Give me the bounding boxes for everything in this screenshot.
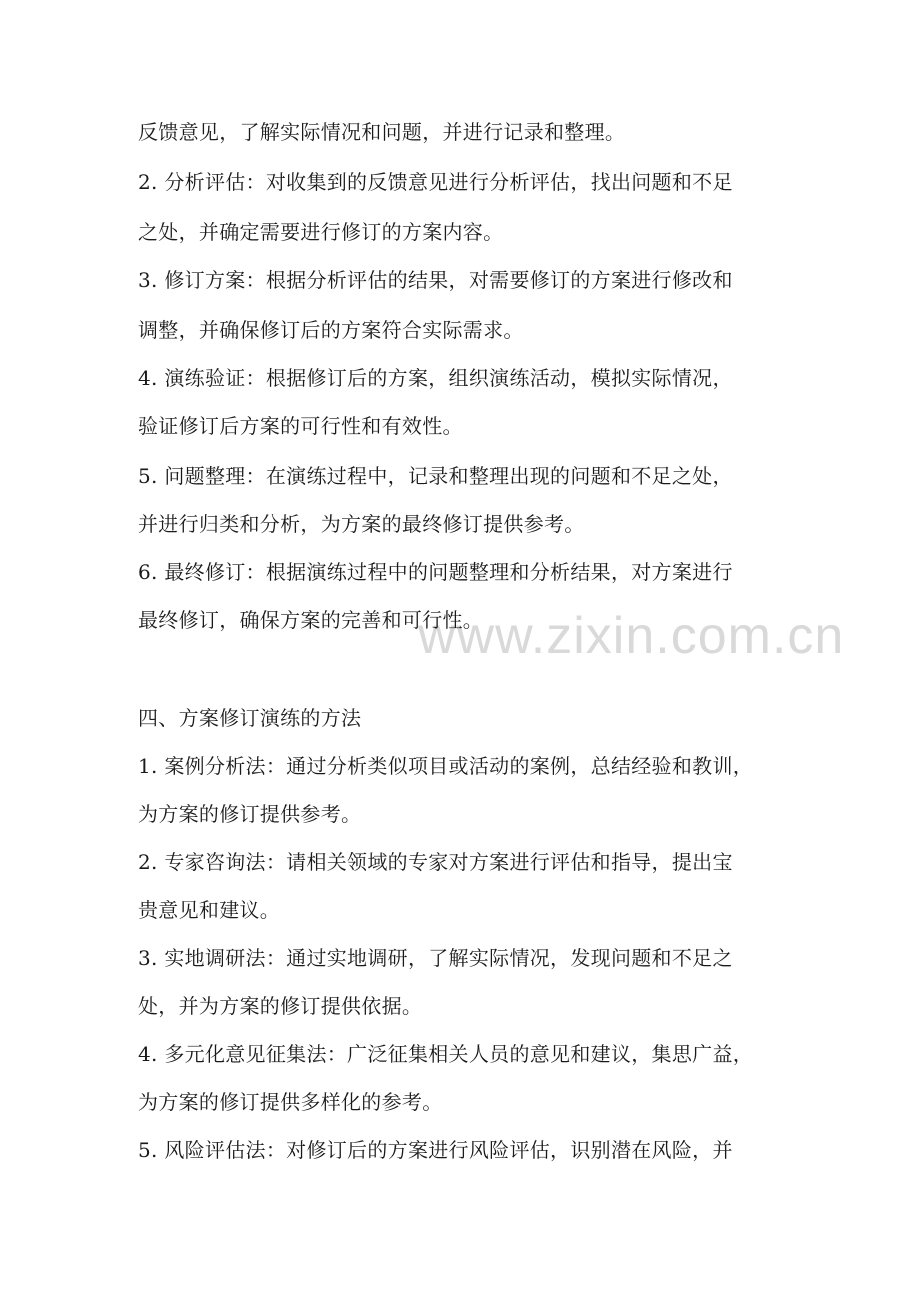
text-line-step2: 2. 分析评估：对收集到的反馈意见进行分析评估，找出问题和不足 <box>138 170 733 194</box>
text-line-step6: 6. 最终修订：根据演练过程中的问题整理和分析结果，对方案进行 <box>138 560 733 584</box>
text-line-method4-cont: 为方案的修订提供多样化的参考。 <box>138 1090 443 1114</box>
text-line-method3: 3. 实地调研法：通过实地调研，了解实际情况，发现问题和不足之 <box>138 946 733 970</box>
text-line-step1-cont: 反馈意见，了解实际情况和问题，并进行记录和整理。 <box>138 120 626 144</box>
text-line-method1: 1. 案例分析法：通过分析类似项目或活动的案例，总结经验和教训， <box>138 754 754 778</box>
text-line-step4: 4. 演练验证：根据修订后的方案，组织演练活动，模拟实际情况， <box>138 366 733 390</box>
section-heading: 四、方案修订演练的方法 <box>138 706 362 730</box>
text-line-step3: 3. 修订方案：根据分析评估的结果，对需要修订的方案进行修改和 <box>138 268 733 292</box>
text-line-method5: 5. 风险评估法：对修订后的方案进行风险评估，识别潜在风险，并 <box>138 1138 733 1162</box>
text-line-step3-cont: 调整，并确保修订后的方案符合实际需求。 <box>138 318 524 342</box>
text-line-method4: 4. 多元化意见征集法：广泛征集相关人员的意见和建议，集思广益， <box>138 1042 754 1066</box>
text-line-step5-cont: 并进行归类和分析，为方案的最终修订提供参考。 <box>138 512 585 536</box>
text-line-method1-cont: 为方案的修订提供参考。 <box>138 802 362 826</box>
text-line-method3-cont: 处，并为方案的修订提供依据。 <box>138 994 423 1018</box>
text-line-method2-cont: 贵意见和建议。 <box>138 898 281 922</box>
text-line-method2: 2. 专家咨询法：请相关领域的专家对方案进行评估和指导，提出宝 <box>138 850 733 874</box>
text-line-step5: 5. 问题整理：在演练过程中，记录和整理出现的问题和不足之处， <box>138 464 733 488</box>
text-line-step4-cont: 验证修订后方案的可行性和有效性。 <box>138 414 463 438</box>
text-line-step6-cont: 最终修订，确保方案的完善和可行性。 <box>138 608 484 632</box>
text-line-step2-cont: 之处，并确定需要进行修订的方案内容。 <box>138 220 504 244</box>
watermark: www.zixin.com.cn <box>418 607 845 665</box>
